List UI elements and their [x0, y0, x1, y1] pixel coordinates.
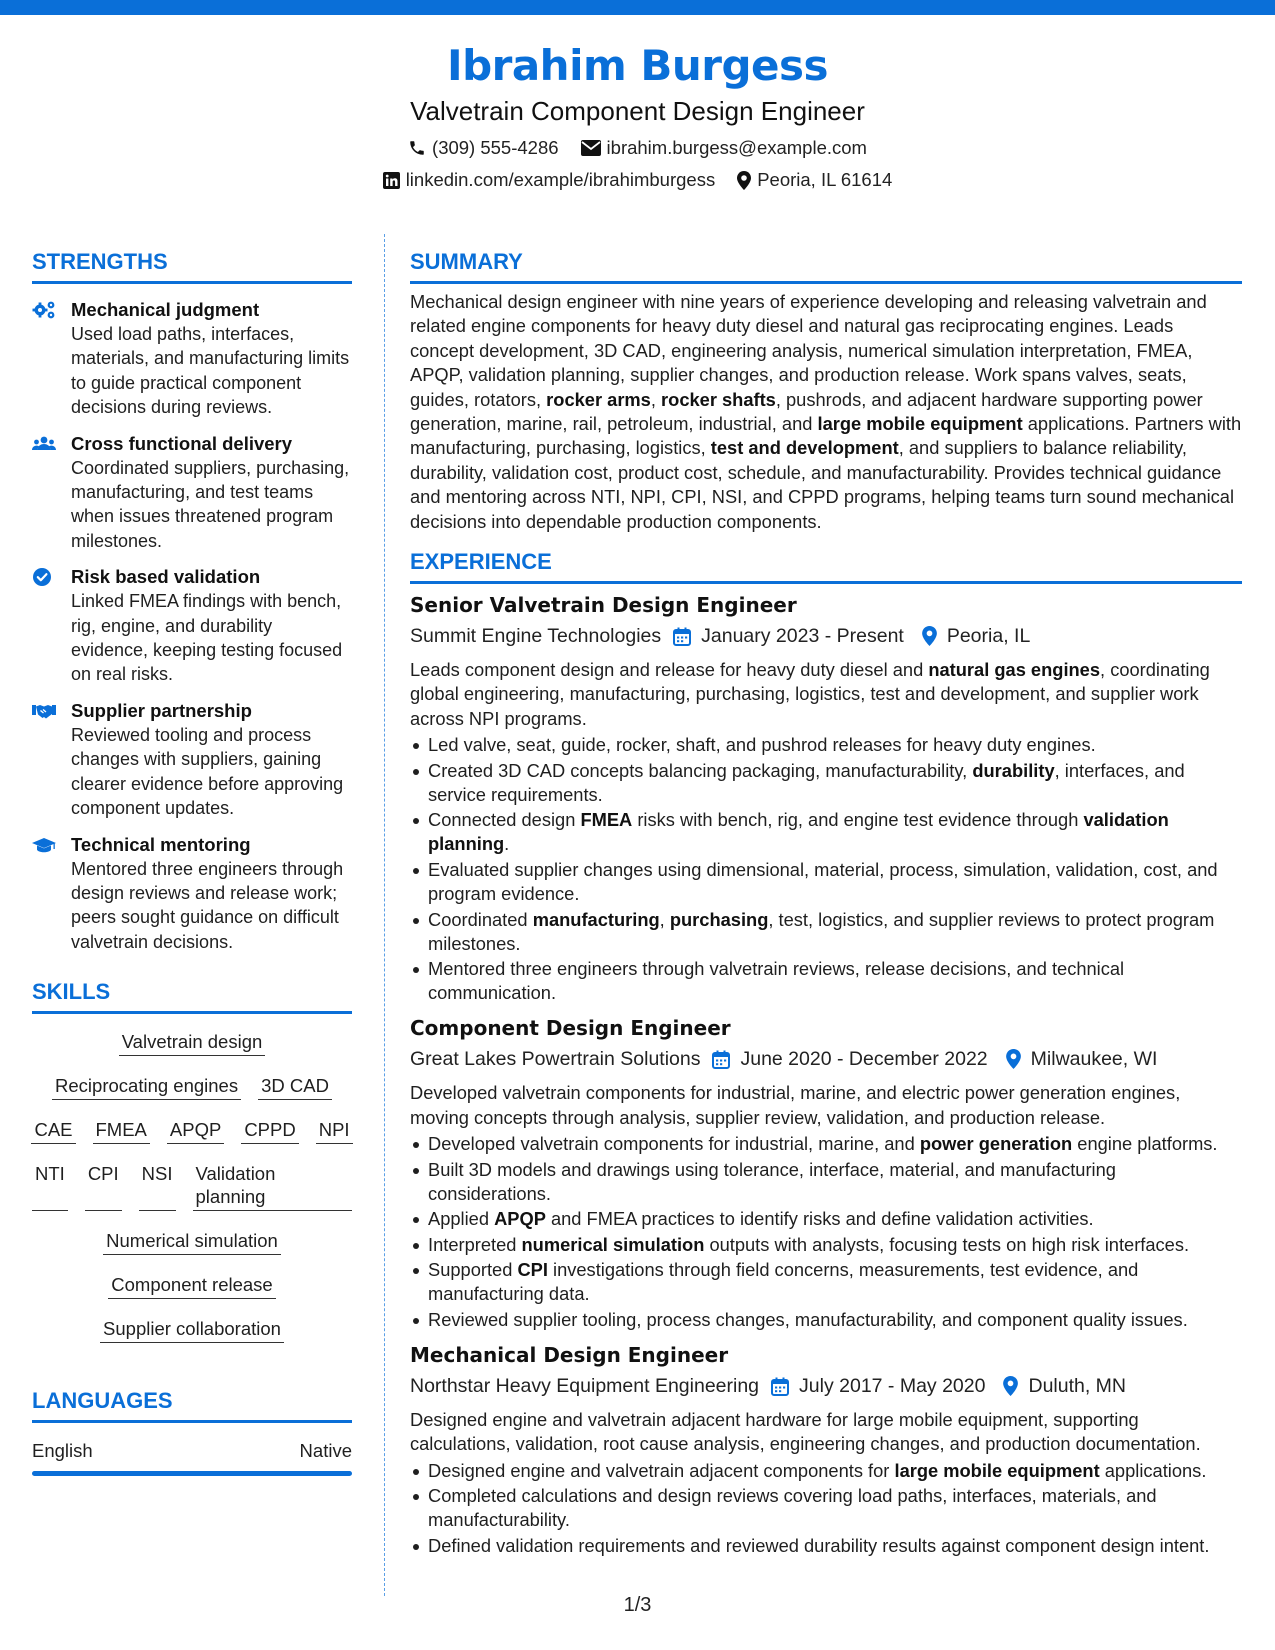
bold-keyword: rocker arms	[546, 388, 651, 410]
skill-tag: CPPD	[241, 1118, 298, 1144]
skill-row	[31, 1118, 352, 1144]
map-pin-icon	[922, 626, 937, 646]
strength-title: Supplier partnership	[71, 699, 252, 721]
handshake-icon	[32, 701, 56, 721]
company-name: Northstar Heavy Equipment Engineering	[410, 1375, 760, 1398]
skill-row	[32, 1162, 352, 1211]
job-meta	[410, 1372, 1242, 1400]
strength-title: Cross functional delivery	[71, 432, 293, 454]
company-name: Summit Engine Technologies	[410, 625, 662, 648]
job-entry	[410, 1015, 1242, 1332]
skill-row	[52, 1074, 332, 1100]
strength-desc: Reviewed tooling and process changes with suppliers, gaining clearer evidence before approving component updates.	[71, 724, 344, 819]
bold-keyword: validation planning	[428, 809, 1169, 855]
strength-item	[32, 298, 352, 420]
bold-keyword: large mobile equipment	[894, 1459, 1100, 1481]
strength-item	[32, 833, 352, 955]
job-bullet: Reviewed supplier tooling, process changes, manufacturability, and component quality issues.	[410, 1308, 1242, 1332]
map-pin-icon	[1003, 1376, 1018, 1396]
languages-heading: LANGUAGES	[32, 1387, 352, 1423]
calendar-icon	[771, 1377, 789, 1396]
job-bullets	[410, 1459, 1242, 1558]
job-description: Developed valvetrain components for industrial, marine, and electric power generation engines, moving concepts through analysis, supplier review, validation, and production release.	[410, 1082, 1181, 1128]
job-location: Milwaukee, WI	[1030, 1048, 1158, 1071]
strength-item	[32, 699, 352, 821]
job-meta	[410, 1045, 1242, 1073]
bold-keyword: rocker shafts	[661, 388, 776, 410]
bold-keyword: natural gas engines	[928, 659, 1101, 681]
job-bullet: Built 3D models and drawings using tolerance, interface, material, and manufacturing considerations.	[410, 1158, 1242, 1206]
contact-row-2	[0, 168, 1275, 192]
location-contact	[737, 168, 892, 192]
bold-keyword: CPI	[517, 1259, 548, 1281]
job-title: Component Design Engineer	[410, 1016, 731, 1041]
skill-tag: Numerical simulation	[103, 1229, 281, 1255]
strength-title: Risk based validation	[71, 566, 261, 588]
phone-text: (309) 555-4286	[432, 137, 559, 158]
linkedin-text: linkedin.com/example/ibrahimburgess	[405, 169, 716, 190]
skill-tag: APQP	[167, 1118, 224, 1144]
bold-keyword: manufacturing	[532, 908, 660, 930]
job-bullet: Evaluated supplier changes using dimensional, material, process, simulation, validation, cost, and program evidence.	[410, 858, 1242, 906]
job-bullet: Completed calculations and design reviews covering load paths, interfaces, materials, and manufacturability.	[410, 1484, 1242, 1532]
bold-keyword: power generation	[919, 1133, 1073, 1155]
summary-text: Mechanical design engineer with nine years of experience developing and releasing valvetrain and related engine components for heavy duty diesel and natural gas reciprocating engines. Leads concept development, 3D CAD, engineering analysis, numerical simulation interpretation, FMEA, APQP, validation planning, supplier changes, and production release. Work spans valves, seats, guides, rotators, rocker arms, rocker shafts, pushrods, and adjacent hardware supporting power generation, marine, rail, petroleum, industrial, and large mobile equipment applications. Partners with manufacturing, purchasing, logistics, test and development, and suppliers to balance reliability, durability, validation cost, product cost, schedule, and manufacturability. Provides technical guidance and mentoring across NTI, NPI, CPI, NSI, and CPPD programs, helping teams turn sound mechanical decisions into dependable production components.	[410, 291, 1242, 532]
skill-row	[100, 1317, 284, 1343]
skills-heading: SKILLS	[32, 978, 352, 1014]
linkedin-icon	[383, 172, 400, 189]
summary-heading: SUMMARY	[410, 248, 1242, 284]
users-icon	[32, 434, 56, 454]
skill-row	[103, 1229, 281, 1255]
strength-desc: Used load paths, interfaces, materials, and manufacturing limits to guide practical component decisions during reviews.	[71, 324, 350, 418]
left-column	[32, 248, 352, 1476]
skills-list	[32, 1030, 352, 1343]
skill-tag: NTI	[32, 1162, 68, 1211]
language-proficiency-bar	[32, 1471, 352, 1476]
experience-list	[410, 592, 1242, 1558]
check-circle-icon	[32, 567, 56, 587]
job-title: Senior Valvetrain Design Engineer	[410, 593, 797, 618]
strength-desc: Linked FMEA findings with bench, rig, engine, and durability evidence, keeping testing focused on real risks.	[71, 591, 343, 685]
gears-icon	[32, 300, 56, 320]
job-meta	[410, 622, 1242, 650]
bold-keyword: FMEA	[580, 809, 633, 831]
job-location: Peoria, IL	[946, 625, 1031, 648]
map-pin-icon	[737, 171, 751, 190]
skill-tag: Supplier collaboration	[100, 1317, 284, 1343]
skill-tag: Valvetrain design	[119, 1030, 266, 1056]
skill-tag: 3D CAD	[258, 1074, 332, 1100]
job-bullet: Designed engine and valvetrain adjacent components for large mobile equipment applications.	[410, 1459, 1242, 1483]
job-bullet: Mentored three engineers through valvetrain reviews, release decisions, and technical communication.	[410, 957, 1242, 1005]
job-bullet: Applied APQP and FMEA practices to identify risks and define validation activities.	[410, 1207, 1242, 1231]
experience-heading: EXPERIENCE	[410, 548, 1242, 584]
language-level: Native	[299, 1440, 352, 1462]
phone-icon	[408, 139, 426, 157]
map-pin-icon	[1006, 1049, 1021, 1069]
bold-keyword: purchasing	[669, 908, 769, 930]
linkedin-contact[interactable]	[383, 168, 716, 192]
job-location: Duluth, MN	[1028, 1375, 1127, 1398]
job-bullet: Connected design FMEA risks with bench, rig, and engine test evidence through validation planning.	[410, 808, 1242, 856]
calendar-icon	[673, 627, 691, 646]
location-text: Peoria, IL 61614	[757, 169, 893, 190]
company-name: Great Lakes Powertrain Solutions	[410, 1048, 701, 1071]
candidate-name: Ibrahim Burgess	[446, 41, 829, 90]
bold-keyword: durability	[972, 759, 1055, 781]
job-dates: January 2023 - Present	[701, 625, 904, 648]
email-text: ibrahim.burgess@example.com	[606, 137, 867, 158]
strength-title: Mechanical judgment	[71, 299, 260, 320]
bold-keyword: numerical simulation	[521, 1233, 705, 1255]
top-accent-bar	[0, 0, 1275, 15]
page-number: 1/3	[623, 1594, 652, 1616]
strength-item	[32, 565, 352, 687]
language-row	[32, 1439, 352, 1463]
strength-item	[32, 432, 352, 554]
candidate-title: Valvetrain Component Design Engineer	[410, 96, 865, 126]
skill-tag: CAE	[31, 1118, 75, 1144]
skill-tag: NSI	[139, 1162, 176, 1211]
envelope-icon	[581, 140, 601, 156]
skill-tag: NPI	[316, 1118, 353, 1144]
job-bullet: Defined validation requirements and reviewed durability results against component design intent.	[410, 1534, 1242, 1558]
job-title: Mechanical Design Engineer	[410, 1343, 729, 1368]
job-bullets	[410, 1132, 1242, 1332]
job-bullet: Interpreted numerical simulation outputs with analysts, focusing tests on high risk interfaces.	[410, 1233, 1242, 1257]
skill-tag: CPI	[85, 1162, 122, 1211]
job-description: Leads component design and release for heavy duty diesel and natural gas engines, coordinating global engineering, manufacturing, purchasing, logistics, test and development, and supplier work across NPI programs.	[410, 659, 1210, 729]
job-entry	[410, 1342, 1242, 1558]
job-dates: July 2017 - May 2020	[799, 1375, 986, 1398]
skill-tag: FMEA	[93, 1118, 150, 1144]
job-description: Designed engine and valvetrain adjacent hardware for large mobile equipment, supporting calculations, validation, root cause analysis, engineering changes, and production documentation.	[410, 1409, 1201, 1455]
contact-row-1	[0, 136, 1275, 160]
right-column	[410, 248, 1242, 1560]
skill-row	[119, 1030, 266, 1056]
bold-keyword: large mobile equipment	[817, 413, 1023, 435]
skill-tag: Component release	[108, 1273, 275, 1299]
bold-keyword: test and development	[710, 437, 899, 459]
job-entry	[410, 592, 1242, 1005]
phone-contact[interactable]	[408, 136, 559, 160]
calendar-icon	[712, 1050, 730, 1069]
job-bullet: Led valve, seat, guide, rocker, shaft, and pushrod releases for heavy duty engines.	[410, 733, 1242, 757]
job-bullet: Created 3D CAD concepts balancing packaging, manufacturability, durability, interfaces, and service requirements.	[410, 759, 1242, 807]
job-bullet: Supported CPI investigations through field concerns, measurements, test evidence, and manufacturing data.	[410, 1258, 1242, 1306]
job-bullet: Coordinated manufacturing, purchasing, test, logistics, and supplier reviews to protect program milestones.	[410, 908, 1242, 956]
skill-tag: Validation planning	[193, 1162, 353, 1211]
job-bullets	[410, 733, 1242, 1005]
job-dates: June 2020 - December 2022	[740, 1048, 988, 1071]
language-name: English	[32, 1440, 93, 1462]
column-divider	[384, 234, 385, 1596]
strength-title: Technical mentoring	[71, 833, 251, 855]
skill-row	[108, 1273, 275, 1299]
strength-desc: Coordinated suppliers, purchasing, manufacturing, and test teams when issues threatened program milestones.	[71, 457, 350, 551]
graduation-cap-icon	[32, 835, 56, 855]
job-bullet: Developed valvetrain components for industrial, marine, and power generation engine platforms.	[410, 1132, 1242, 1156]
bold-keyword: APQP	[494, 1208, 546, 1230]
strengths-heading: STRENGTHS	[32, 248, 352, 284]
skill-tag: Reciprocating engines	[52, 1074, 241, 1100]
email-contact[interactable]	[581, 136, 867, 160]
strength-desc: Mentored three engineers through design reviews and release work; peers sought guidance on difficult valvetrain decisions.	[71, 858, 344, 952]
resume-header	[0, 40, 1275, 192]
